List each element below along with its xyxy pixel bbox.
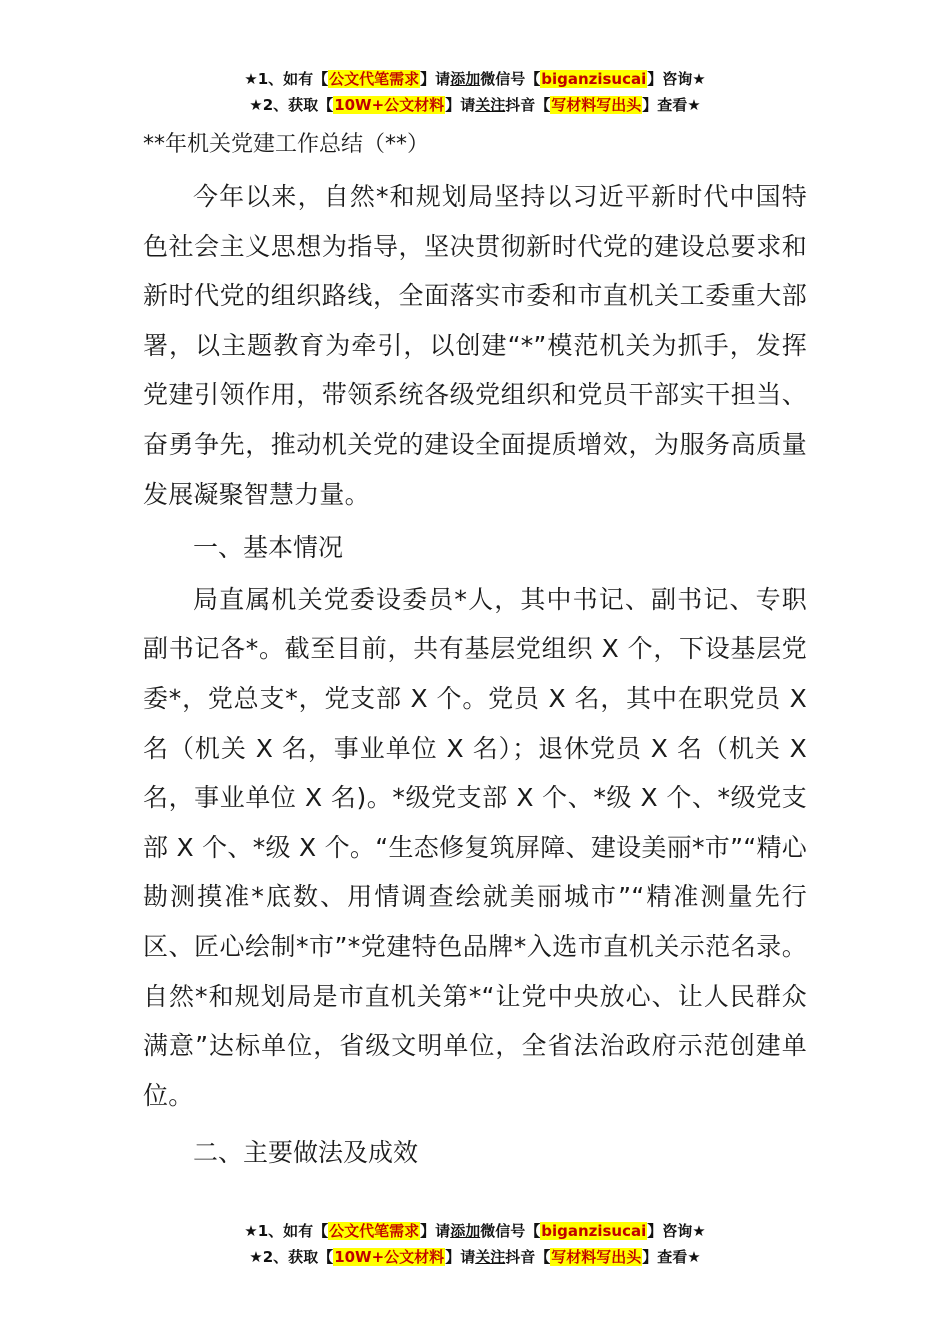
promo-text: 】请 <box>420 1222 451 1240</box>
promo-line-1 <box>0 66 950 92</box>
promo-text: ★1、如有【 <box>244 1222 329 1240</box>
basic-info-paragraph: 局直属机关党委设委员*人，其中书记、副书记、专职副书记各*。截至目前，共有基层党组织 X 个，下设基层党委*，党总支*，党支部 X 个。党员 X 名，其中在职党员 X 名（机关 X 名，事业单位 X 名）；退休党员 X 名（机关 X 名，事业单位 X 名)。*级党支部 X 个、*级 X 个、*级党支部 X 个、*级 X 个。“生态修复筑屏障、建设美丽*市”“精心勘测摸准*底数、用情调查绘就美丽城市”“精准测量先行区、匠心绘制*市”*党建特色品牌*入选市直机关示范名录。自然*和规划局是市直机关第*“让党中央放心、让人民群众满意”达标单位，省级文明单位，全省法治政府示范创建单位。 <box>143 584 807 1110</box>
promo-banner-bottom <box>0 1218 950 1270</box>
section-heading-basic-info: 一、基本情况 <box>193 533 344 563</box>
section-heading-main-practices: 二、主要做法及成效 <box>193 1138 419 1168</box>
promo-underlined-text: 添加 <box>450 70 481 88</box>
promo-highlight-douyin-id: 写材料写出头 <box>551 96 642 114</box>
promo-text: ★2、获取【 <box>249 1248 334 1266</box>
promo-text: 抖音【 <box>505 96 551 114</box>
promo-text: 微信号【 <box>480 70 541 88</box>
promo-text: 微信号【 <box>480 1222 541 1240</box>
promo-line-2 <box>0 1244 950 1270</box>
promo-text: 抖音【 <box>505 1248 551 1266</box>
promo-text: 】请 <box>445 96 476 114</box>
promo-highlight-wechat-id: biganzisucai <box>541 1222 647 1240</box>
promo-highlight: 10W+公文材料 <box>334 1248 445 1266</box>
promo-highlight: 10W+公文材料 <box>334 96 445 114</box>
promo-text: 】咨询★ <box>647 70 706 88</box>
promo-line-2 <box>0 92 950 118</box>
promo-text: ★1、如有【 <box>244 70 329 88</box>
promo-text: 】咨询★ <box>647 1222 706 1240</box>
promo-underlined-text: 添加 <box>450 1222 481 1240</box>
promo-text: ★2、获取【 <box>249 96 334 114</box>
intro-paragraph: 今年以来，自然*和规划局坚持以习近平新时代中国特色社会主义思想为指导，坚决贯彻新时代党的建设总要求和新时代党的组织路线，全面落实市委和市直机关工委重大部署，以主题教育为牵引，以创建“*”模范机关为抓手，发挥党建引领作用，带领系统各级党组织和党员干部实干担当、奋勇争先，推动机关党的建设全面提质增效，为服务高质量发展凝聚智慧力量。 <box>143 182 807 509</box>
promo-highlight: 公文代笔需求 <box>329 70 420 88</box>
promo-text: 】请 <box>420 70 451 88</box>
document-body <box>143 128 807 1178</box>
document-title: **年机关党建工作总结（**） <box>143 132 430 157</box>
promo-line-1 <box>0 1218 950 1244</box>
promo-text: 】请 <box>445 1248 476 1266</box>
promo-text: 】查看★ <box>642 96 701 114</box>
promo-text: 】查看★ <box>642 1248 701 1266</box>
promo-highlight: 公文代笔需求 <box>329 1222 420 1240</box>
promo-highlight-douyin-id: 写材料写出头 <box>551 1248 642 1266</box>
promo-banner-top <box>0 66 950 118</box>
promo-underlined-text: 关注 <box>475 96 506 114</box>
promo-highlight-wechat-id: biganzisucai <box>541 70 647 88</box>
promo-underlined-text: 关注 <box>475 1248 506 1266</box>
